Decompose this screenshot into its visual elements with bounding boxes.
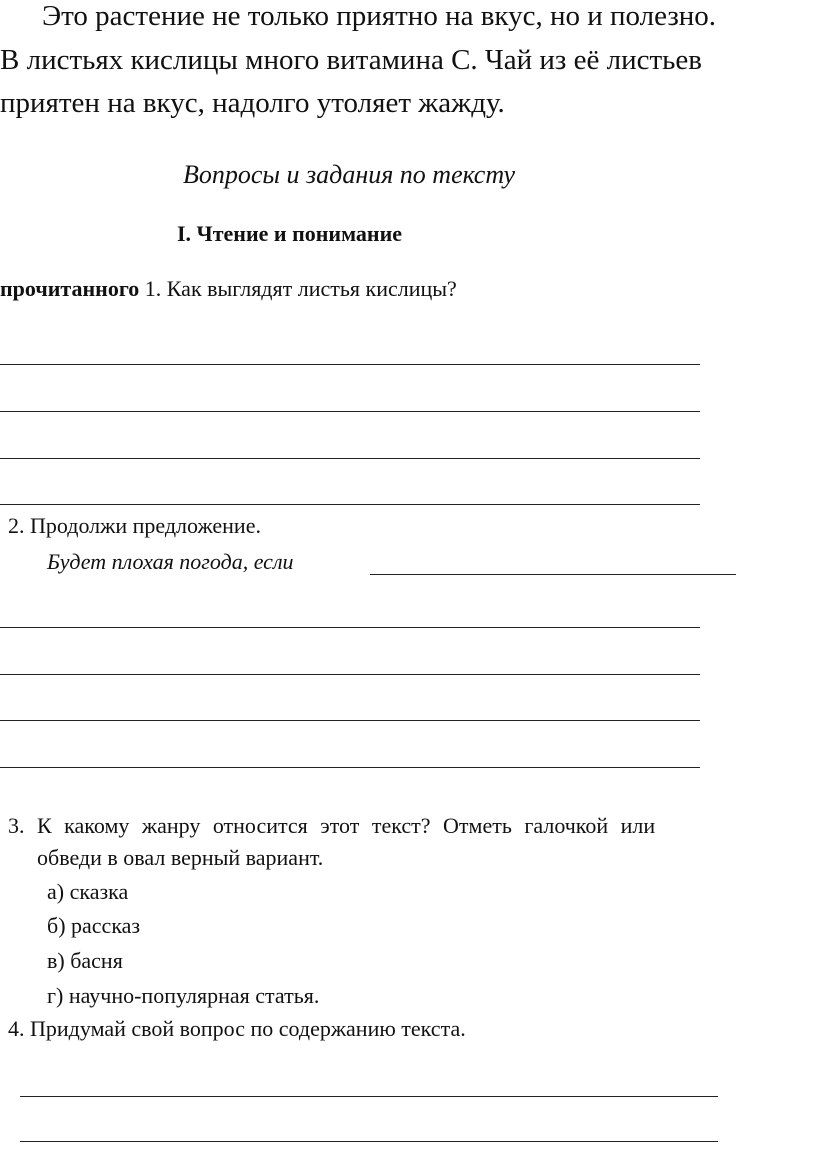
answer-line-q1-3[interactable]	[0, 458, 700, 459]
question-2	[8, 513, 261, 539]
question-3-number: 3.	[8, 813, 25, 838]
question-4-text: Придумай свой вопрос по содержанию текста.	[30, 1016, 466, 1041]
option-a[interactable]: а) сказка	[47, 879, 129, 904]
question-1	[0, 276, 457, 302]
question-2-prompt: Будет плохая погода, если	[47, 549, 294, 574]
option-c[interactable]: в) басня	[47, 948, 123, 973]
answer-line-q2-4[interactable]	[0, 767, 700, 768]
answer-line-q4-1[interactable]	[20, 1096, 718, 1097]
option-d[interactable]: г) научно-популярная статья.	[47, 983, 320, 1008]
question-3-text-line-1: К какому жанру относится этот текст? Отметь галочкой или	[37, 813, 656, 838]
answer-line-q4-2[interactable]	[20, 1141, 718, 1142]
question-1-text: 1. Как выглядят листья кислицы?	[144, 276, 457, 301]
answer-line-q1-1[interactable]	[0, 364, 700, 365]
answer-line-q2-3[interactable]	[0, 720, 700, 721]
answer-line-q1-4[interactable]	[0, 504, 700, 505]
section-heading-continued: прочитанного	[0, 276, 140, 301]
paragraph-line-3: приятен на вкус, надолго утоляет жажду.	[0, 87, 505, 119]
question-3-text-line-2: обведи в овал верный вариант.	[37, 845, 324, 870]
paragraph-line-2: В листьях кислицы много витамина С. Чай из её листьев	[0, 44, 702, 76]
question-2-number: 2.	[8, 513, 25, 538]
answer-line-q2-2[interactable]	[0, 674, 700, 675]
question-4	[8, 1016, 466, 1042]
question-4-number: 4.	[8, 1016, 25, 1041]
answer-line-q2-inline[interactable]	[370, 574, 736, 575]
question-2-text: Продолжи предложение.	[30, 513, 261, 538]
answer-line-q1-2[interactable]	[0, 411, 700, 412]
answer-line-q2-1[interactable]	[0, 627, 700, 628]
option-b[interactable]: б) рассказ	[47, 913, 141, 938]
paragraph-line-1: Это растение не только приятно на вкус, но и полезно.	[42, 0, 717, 32]
section-title: Вопросы и задания по тексту	[183, 160, 516, 189]
section-heading: I. Чтение и понимание	[177, 221, 403, 246]
